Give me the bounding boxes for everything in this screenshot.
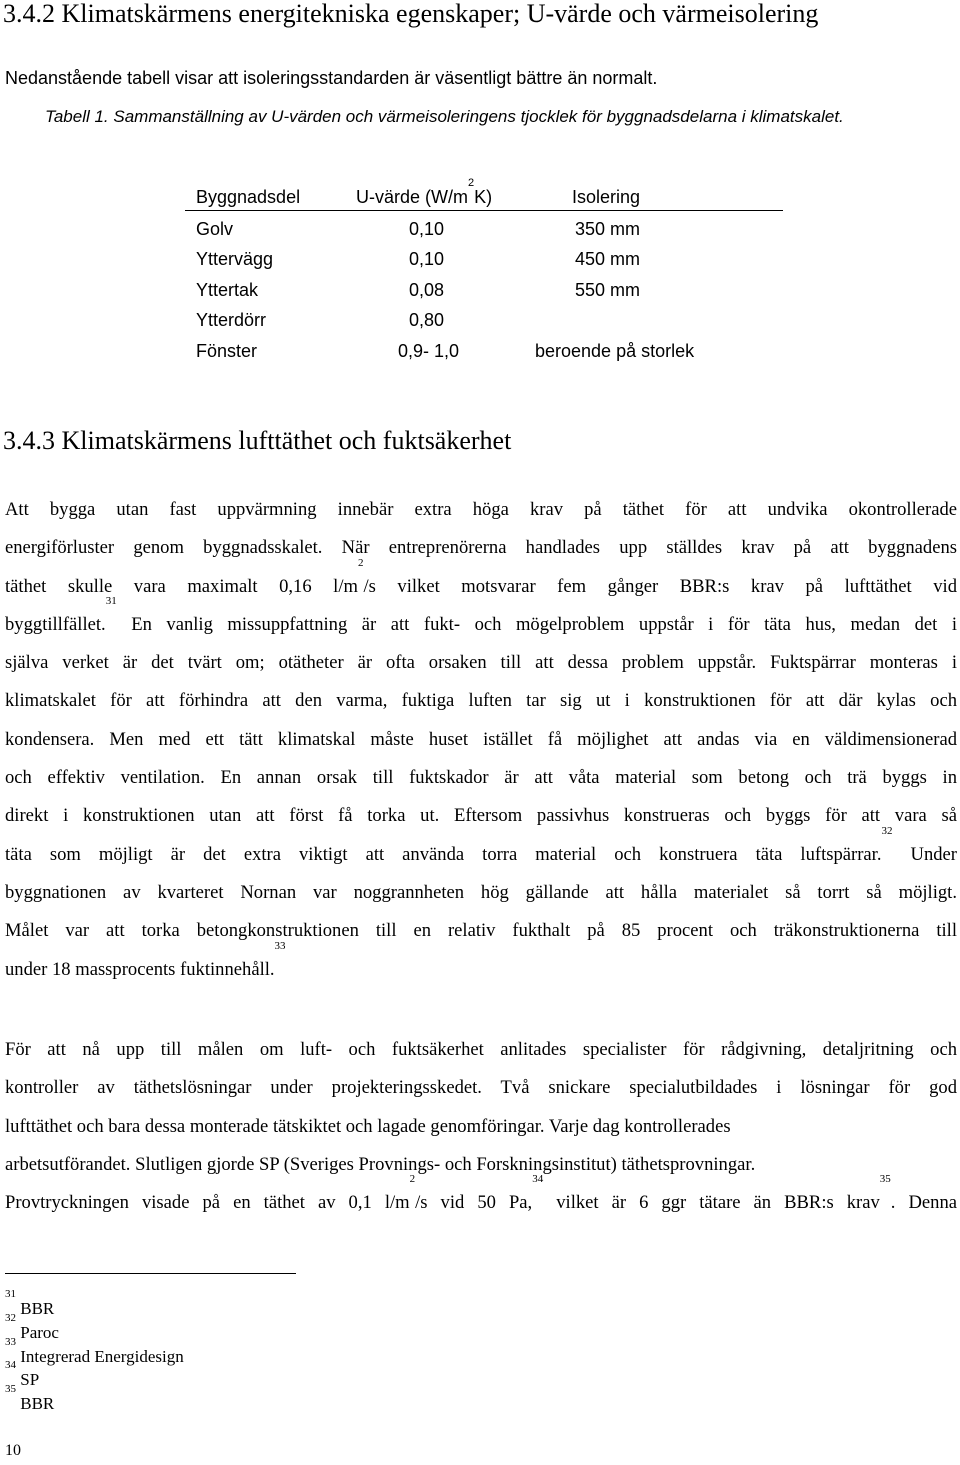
footnote-ref-34[interactable]: 34	[532, 1173, 544, 1186]
footnote-text: SP	[20, 1370, 40, 1389]
text-line	[5, 1173, 958, 1222]
paragraph-2	[5, 1031, 957, 1222]
footnote-number: 34	[5, 1359, 16, 1371]
footnote-separator	[5, 1273, 296, 1274]
paragraph-1	[5, 491, 957, 989]
row-uvalue: 0,10	[409, 249, 445, 269]
header-isolering: Isolering	[572, 187, 641, 207]
footnote-item	[5, 1383, 55, 1416]
row-part: Fönster	[196, 341, 258, 361]
header-u-varde-suffix: K)	[474, 187, 493, 207]
text-segment: täta som möjligt är det extra viktigt att använda torra material och konstruera täta luftspärrar.	[5, 843, 882, 865]
footnote-number: 32	[5, 1312, 16, 1324]
header-u-varde-sup: 2	[468, 177, 475, 189]
footnote-ref-33[interactable]: 33	[274, 939, 286, 952]
row-uvalue: 0,10	[409, 219, 445, 239]
footnote-number: 33	[5, 1336, 16, 1348]
text-line: byggnationen av kvarteret Nornan var noggrannheten hög gällande att hålla materialet så torrt så möjligt.	[5, 881, 957, 903]
superscript: 2	[409, 1173, 416, 1186]
row-part: Golv	[196, 219, 234, 239]
text-line	[5, 939, 957, 989]
text-segment: . Denna	[890, 1192, 958, 1214]
text-line: själva verket är det tvärt om; otätheter är ofta orsaken till att dessa problem uppstår. Fuktspärrar monteras i	[5, 652, 957, 674]
text-line	[5, 594, 957, 644]
footnote-number: 31	[5, 1288, 16, 1300]
row-insulation: 350 mm	[575, 219, 641, 239]
text-line: Målet var att torka betongkonstruktionen till en relativ fukthalt på 85 procent och träkonstruktionerna till	[5, 920, 957, 942]
row-uvalue: 0,9- 1,0	[398, 341, 460, 361]
text-line: lufttäthet och bara dessa monterade tätskiktet och lagade genomföringar. Varje dag kontrollerades	[5, 1115, 731, 1137]
text-segment: Provtryckningen visade på en täthet av 0,1 l/m	[5, 1192, 410, 1214]
row-part: Ytterdörr	[196, 310, 267, 330]
text-segment: under 18 massprocents fuktinnehåll.	[5, 958, 275, 980]
text-line: kondensera. Men med ett tätt klimatskal måste huset istället få möjlighet att andas via en väldimensionerad	[5, 728, 957, 750]
text-segment: /s vid 50 Pa,	[415, 1192, 533, 1214]
header-u-varde	[356, 177, 493, 208]
footnote-number: 35	[5, 1383, 16, 1395]
text-line: Att bygga utan fast uppvärmning innebär extra höga krav på täthet för att undvika okontrollerade	[5, 499, 957, 520]
text-line	[5, 556, 957, 606]
row-uvalue: 0,80	[409, 310, 445, 330]
header-u-varde-prefix: U-värde (W/m	[356, 187, 468, 207]
footnote-item	[5, 1336, 184, 1369]
header-byggnadsdel: Byggnadsdel	[196, 187, 301, 207]
text-line: klimatskalet för att förhindra att den varma, fuktiga luften tar sig ut i konstruktionen för att där kylas och	[5, 690, 957, 712]
row-insulation: 550 mm	[575, 280, 641, 300]
text-line	[5, 824, 957, 874]
superscript: 2	[357, 556, 364, 569]
text-line: direkt i konstruktionen utan att först få torka ut. Eftersom passivhus konstrueras och byggs för att vara så	[5, 805, 957, 827]
table-caption: Tabell 1. Sammanställning av U-värden och värmeisoleringens tjocklek för byggnadsdelarna i klimatskalet.	[45, 107, 844, 126]
footnote-text: BBR	[20, 1299, 55, 1318]
text-segment: byggtillfället.	[5, 613, 106, 635]
text-segment: Under	[892, 843, 957, 865]
footnote-text: Paroc	[20, 1323, 59, 1342]
footnote-ref-32[interactable]: 32	[881, 824, 893, 837]
text-segment: /s vilket motsvarar fem gånger BBR:s krav på lufttäthet vid	[363, 575, 957, 597]
text-line: och effektiv ventilation. En annan orsak till fuktskador är att våta material som betong och trä byggs in	[5, 767, 957, 789]
text-segment: vilket är 6 ggr tätare än BBR:s krav	[543, 1192, 880, 1214]
page-number: 10	[5, 1442, 21, 1459]
row-part: Yttertak	[196, 280, 259, 300]
row-insulation: beroende på storlek	[535, 341, 695, 361]
text-line: energiförluster genom byggnadsskalet. När entreprenörerna handlades upp ställdes krav på att byggnadens	[5, 537, 957, 559]
text-line: För att nå upp till målen om luft- och fuktsäkerhet anlitades specialister för rådgivning, detaljritning och	[5, 1039, 957, 1060]
text-segment: En vanlig missuppfattning är att fukt- och mögelproblem uppstår i för täta hus, medan det i	[116, 613, 957, 635]
row-uvalue: 0,08	[409, 280, 445, 300]
row-part: Yttervägg	[196, 249, 274, 269]
footnote-text: Integrerad Energidesign	[20, 1347, 184, 1366]
section-heading-3-4-2: 3.4.2 Klimatskärmens energitekniska egenskaper; U-värde och värmeisolering	[3, 0, 819, 28]
row-insulation: 450 mm	[575, 249, 641, 269]
footnote-ref-35[interactable]: 35	[879, 1173, 891, 1186]
text-line: arbetsutförandet. Slutligen gjorde SP (Sveriges Provnings- och Forskningsinstitut) täthetsprovningar.	[5, 1153, 756, 1175]
text-line: kontroller av täthetslösningar under projekteringsskedet. Två snickare specialutbildades i lösningar för god	[5, 1077, 957, 1099]
section-heading-3-4-3: 3.4.3 Klimatskärmens lufttäthet och fuktsäkerhet	[3, 426, 512, 455]
footnote-ref-31[interactable]: 31	[105, 594, 117, 607]
text-segment: täthet skulle vara maximalt 0,16 l/m	[5, 575, 358, 597]
table-header-rule	[185, 210, 783, 211]
footnote-text: BBR	[20, 1394, 55, 1413]
intro-text: Nedanstående tabell visar att isoleringsstandarden är väsentligt bättre än normalt.	[5, 68, 658, 88]
